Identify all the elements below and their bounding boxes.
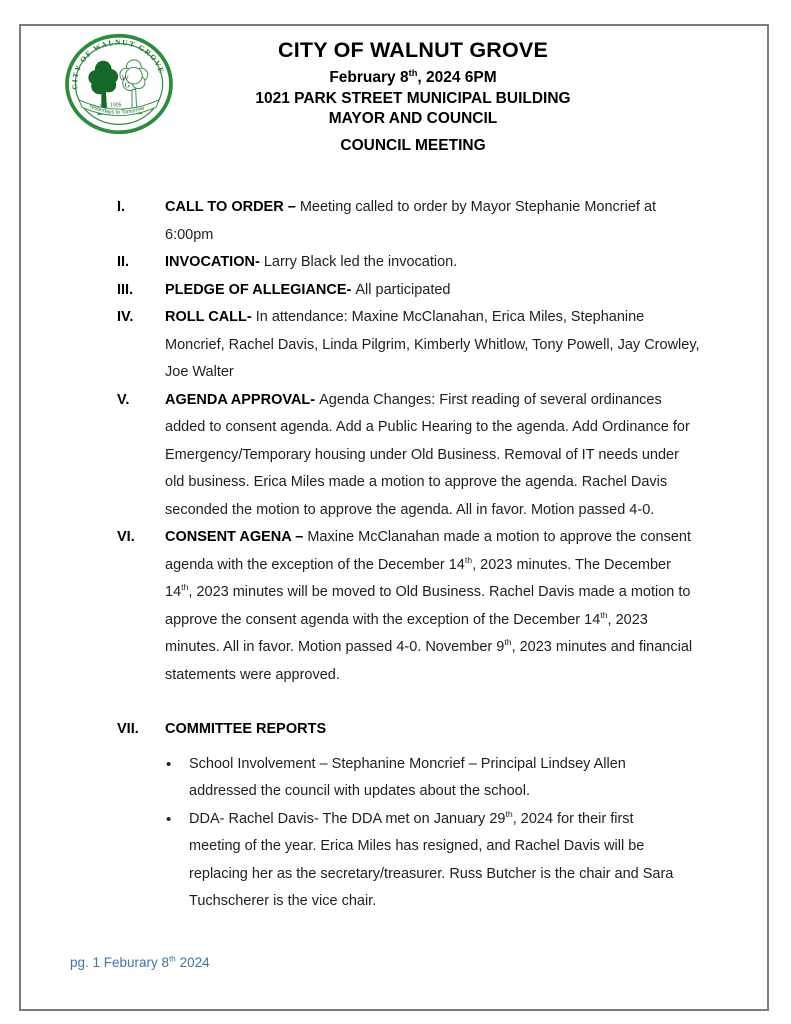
text-run: COMMITTEE REPORTS <box>165 721 327 737</box>
text-run: th <box>169 954 176 964</box>
text-run: DDA- Rachel Davis- The DDA met on January 29 <box>189 810 506 827</box>
text-run: th <box>181 582 189 593</box>
text-run: , 2024 for their first meeting of the year. Erica Miles has resigned, and Rachel Davis will be replacing her as the secretary/treasurer. Russ Butcher is the chair and Sara Tuchscherer is the vice chair. <box>189 810 674 909</box>
text-run: PLEDGE OF ALLEGIANCE- <box>165 281 356 298</box>
svg-text:est. 1905: est. 1905 <box>100 102 122 109</box>
text-run: School Involvement – Stephanine Moncrief – Principal Lindsey Allen addressed the council with updates about the school. <box>189 755 626 799</box>
agenda-item-numeral: III. <box>117 281 134 298</box>
agenda-item-text <box>165 387 700 525</box>
agenda-item-text <box>165 304 700 387</box>
meeting-address: 1021 PARK STREET MUNICIPAL BUILDING <box>255 89 571 107</box>
text-run: CONSENT AGENA – <box>165 529 308 545</box>
svg-text:Yesterdays to Tomorrow: Yesterdays to Tomorrow <box>87 103 146 116</box>
text-run: , 2023 minutes. All in favor. Motion passed 4-0. November 9 <box>165 611 648 655</box>
text-run: , 2023 minutes. The December 14 <box>165 556 671 600</box>
agenda-list <box>117 194 712 916</box>
agenda-item <box>117 524 712 689</box>
text-run: th <box>408 67 418 78</box>
agenda-item <box>117 716 712 744</box>
agenda-item <box>117 249 712 277</box>
agenda-item-text <box>165 716 700 744</box>
text-run: pg. 1 Feburary 8 <box>70 955 170 970</box>
text-run: , 2024 6PM <box>417 69 497 86</box>
agenda-item-numeral: VII. <box>117 721 139 737</box>
meeting-datetime <box>99 68 727 89</box>
svg-text:W: W <box>121 73 129 83</box>
text-run: , 2023 minutes and financial statements were approved. <box>165 639 693 683</box>
text-run: Larry Black led the invocation. <box>263 254 458 270</box>
meeting-body: MAYOR AND COUNCIL <box>328 110 498 127</box>
text-run: Maxine McClanahan made a motion to approve the consent agenda with the exception of the December 14 <box>165 529 692 573</box>
page-footer <box>70 955 210 970</box>
text-run: Meeting called to order by Mayor Stephanie Moncrief at 6:00pm <box>165 199 657 243</box>
agenda-item-text <box>165 277 700 305</box>
text-run: th <box>505 808 513 819</box>
text-run: AGENDA APPROVAL- <box>165 391 320 408</box>
agenda-item <box>117 304 712 387</box>
text-run: th <box>600 609 608 620</box>
agenda-item-numeral: II. <box>117 254 130 270</box>
svg-text:G: G <box>124 80 130 90</box>
agenda-item <box>117 277 712 305</box>
agenda-item-numeral: IV. <box>117 309 134 325</box>
text-run: , 2023 minutes will be moved to Old Business. Rachel Davis made a motion to approve the consent agenda with the exception of the December 14 <box>165 584 691 628</box>
text-run: ROLL CALL- <box>165 309 256 325</box>
walnut-grove-seal-icon <box>63 32 175 136</box>
committee-report-item <box>189 806 677 916</box>
agenda-item-text <box>165 524 700 689</box>
text-run: th <box>464 554 473 565</box>
text-run: All participated <box>355 281 451 298</box>
text-run: CALL TO ORDER – <box>165 199 300 215</box>
meeting-type: COUNCIL MEETING <box>340 136 486 154</box>
agenda-item-numeral: V. <box>117 391 130 408</box>
document-page <box>19 24 769 1011</box>
agenda-item <box>117 194 712 249</box>
text-run: In attendance: Maxine McClanahan, Erica Miles, Stephanine Moncrief, Rachel Davis, Linda Pilgrim, Kimberly Whitlow, Tony Powell, Jay Crowley, Joe Walter <box>165 309 700 380</box>
text-run: th <box>504 637 512 648</box>
agenda-item-text <box>165 249 700 277</box>
text-run: INVOCATION- <box>165 254 264 270</box>
svg-text:CITY OF WALNUT GROVE: CITY OF WALNUT GROVE <box>70 37 167 90</box>
text-run: February 8 <box>329 69 409 86</box>
agenda-item <box>117 387 712 525</box>
agenda-item-text <box>165 194 700 249</box>
agenda-item-numeral: I. <box>117 199 126 215</box>
committee-report-item <box>189 751 677 806</box>
city-seal-logo <box>63 32 175 141</box>
agenda-item-numeral: VI. <box>117 529 135 545</box>
page-title: CITY OF WALNUT GROVE <box>278 38 548 62</box>
document-header <box>21 26 767 194</box>
text-run: 2024 <box>175 955 210 970</box>
committee-report-list <box>189 751 712 916</box>
text-run: Agenda Changes: First reading of several ordinances added to consent agenda. Add a Public Hearing to the agenda. Add Ordinance for Emergency/Temporary housing under Old Business. Removal of IT needs under old business. Erica Miles made a motion to approve the agenda. Rachel Davis seconded the motion to approve the agenda. All in favor. Motion passed 4-0. <box>165 391 690 518</box>
